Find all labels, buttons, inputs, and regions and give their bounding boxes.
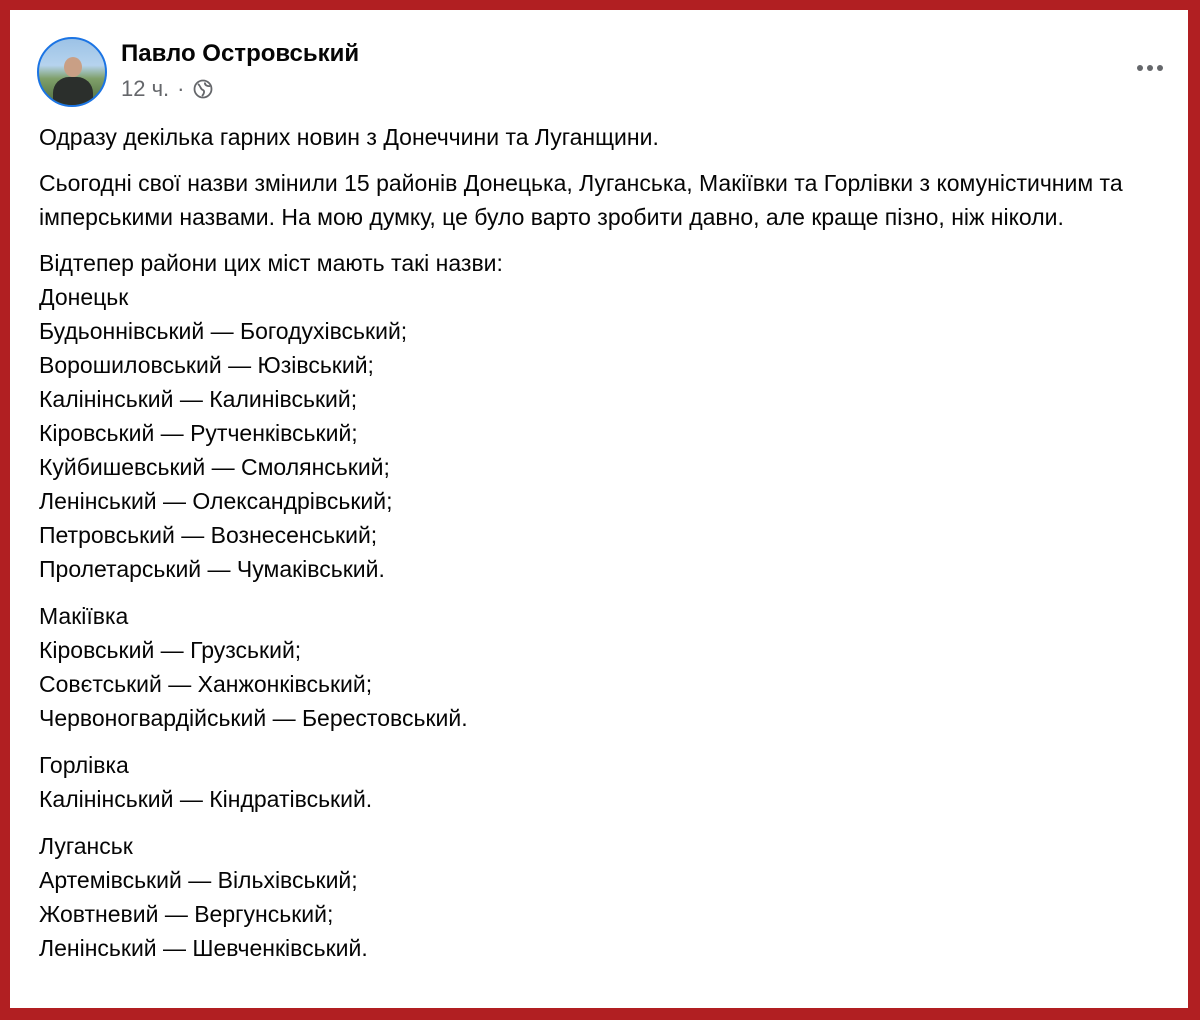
district-rename-item: Совєтський — Ханжонківський; xyxy=(39,671,373,697)
district-rename-item: Куйбишевський — Смолянський; xyxy=(39,454,390,480)
district-rename-item: Ворошиловський — Юзівський; xyxy=(39,352,374,378)
district-rename-item: Петровський — Вознесенський; xyxy=(39,522,378,548)
author-avatar[interactable] xyxy=(37,37,107,107)
globe-icon[interactable] xyxy=(193,79,213,99)
city-block xyxy=(39,829,1159,965)
post-paragraph: Сьогодні свої назви змінили 15 районів Донецька, Луганська, Макіївки та Горлівки з комуністичним та імперськими назвами. На мою думку, це було варто зробити давно, але краще пізно, ніж ніколи. xyxy=(39,170,1123,230)
more-dots-icon xyxy=(1157,65,1163,71)
more-options-button[interactable] xyxy=(1132,50,1168,86)
district-rename-item: Артемівський — Вільхівський; xyxy=(39,867,358,893)
city-block xyxy=(39,748,1159,816)
city-lists xyxy=(39,280,1159,965)
city-name: Горлівка xyxy=(39,752,129,778)
post-intro: Одразу декілька гарних новин з Донеччини та Луганщини. xyxy=(39,124,659,150)
district-rename-item: Будьоннівський — Богодухівський; xyxy=(39,318,408,344)
district-rename-item: Кіровський — Грузський; xyxy=(39,637,302,663)
district-rename-item: Калінінський — Калинівський; xyxy=(39,386,358,412)
avatar-body xyxy=(53,77,93,107)
post-time[interactable]: 12 ч. xyxy=(121,76,170,101)
author-name[interactable]: Павло Островський xyxy=(121,40,360,67)
more-dots-icon xyxy=(1137,65,1143,71)
district-rename-item: Жовтневий — Вергунський; xyxy=(39,901,334,927)
list-intro: Відтепер райони цих міст мають такі назви: xyxy=(39,250,503,276)
district-rename-item: Ленінський — Олександрівський; xyxy=(39,488,393,514)
post-card xyxy=(10,10,1188,1008)
city-block xyxy=(39,599,1159,735)
district-rename-item: Кіровський — Рутченківський; xyxy=(39,420,358,446)
post-body xyxy=(39,120,1159,965)
city-name: Луганськ xyxy=(39,833,133,859)
district-rename-item: Червоногвардійський — Берестовський. xyxy=(39,705,468,731)
avatar-head xyxy=(64,57,82,77)
city-name: Макіївка xyxy=(39,603,129,629)
district-rename-item: Пролетарський — Чумаківський. xyxy=(39,556,385,582)
post-meta xyxy=(121,76,213,102)
city-name: Донецьк xyxy=(39,284,129,310)
district-rename-item: Калінінський — Кіндратівський. xyxy=(39,786,373,812)
district-rename-item: Ленінський — Шевченківський. xyxy=(39,935,368,961)
meta-separator: · xyxy=(177,76,185,101)
more-dots-icon xyxy=(1147,65,1153,71)
city-block xyxy=(39,280,1159,586)
